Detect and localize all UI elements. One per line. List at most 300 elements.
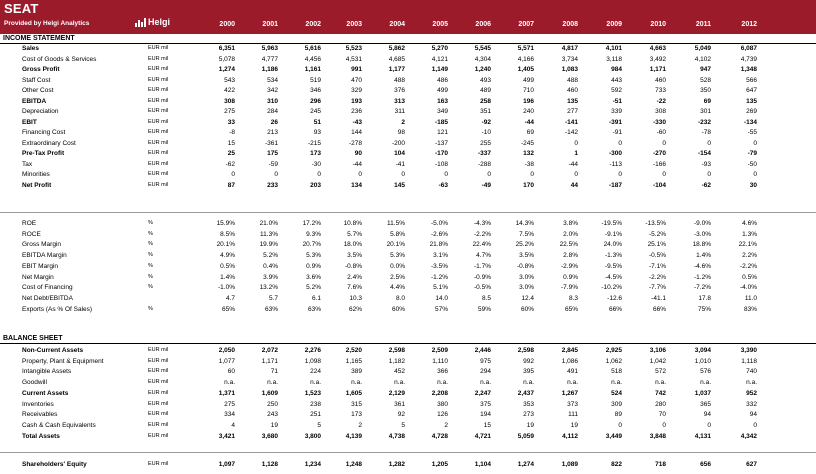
table-cell: 25 [227,150,235,157]
table-cell: 518 [611,368,622,376]
table-cell: -93 [701,160,711,168]
table-cell: 3,118 [606,55,622,63]
table-cell: 1,523 [304,389,321,397]
table-cell: -0.9% [474,273,491,281]
table-row [0,295,816,305]
table-cell: 224 [310,368,321,376]
row-label: Pre-Tax Profit [22,150,65,157]
table-cell: -55 [747,129,757,136]
table-cell: 3.0% [519,273,534,281]
row-label: ROCE [22,230,41,238]
table-cell: 145 [394,181,405,189]
table-cell: -1.3% [605,252,622,260]
table-cell: 4,721 [474,432,491,440]
row-unit: % [148,273,153,280]
table-cell: -288 [477,160,491,168]
table-cell: 2,520 [345,347,362,354]
table-cell: -337 [477,150,491,157]
row-unit: EUR mil [148,421,169,428]
table-cell: 1,086 [561,357,578,365]
table-cell: 126 [437,411,448,419]
table-cell: 313 [394,97,405,105]
table-cell: 83% [743,305,757,313]
table-cell: -2.2% [649,273,666,281]
table-cell: 22.4% [472,241,491,249]
table-cell: 5,049 [694,45,711,52]
table-cell: 11.0 [744,294,757,302]
row-label: Intangible Assets [22,368,72,376]
table-cell: 5.8% [390,230,405,238]
table-cell: 4,304 [474,55,491,63]
table-cell: 294 [480,368,491,376]
table-cell: 1,097 [218,461,235,468]
table-cell: 0 [618,139,622,147]
table-cell: 1,171 [261,357,278,365]
table-cell: -3.5% [431,262,448,270]
table-cell: -44 [524,118,534,126]
row-unit: EUR mil [148,171,169,177]
table-cell: 5,270 [431,45,448,52]
table-cell: 0.0% [390,262,405,270]
table-cell: 94 [703,411,711,419]
table-cell: 311 [394,108,405,115]
table-cell: 60 [227,368,235,376]
table-row [0,401,816,411]
table-cell: 44 [570,181,578,189]
table-cell: 1,282 [388,461,405,468]
row-unit: EUR mil [148,368,169,375]
table-cell: 4,531 [345,55,362,63]
table-cell: -170 [434,150,448,157]
table-cell: 952 [746,389,757,397]
table-cell: 1,010 [694,357,711,365]
table-cell: 5 [317,421,321,429]
table-cell: -4.6% [694,262,711,270]
table-cell: 376 [394,87,405,94]
table-cell: -166 [652,160,666,168]
row-label: Gross Profit [22,66,60,73]
table-cell: 144 [351,129,362,136]
table-cell: 0 [753,139,757,147]
row-label: ROE [22,220,37,227]
row-unit: EUR mil [148,389,169,396]
table-cell: 1,248 [345,461,362,468]
row-unit: EUR mil [148,129,169,135]
table-cell: 17.8 [698,294,711,302]
year-column-header: 2011 [695,21,711,28]
table-cell: 63% [307,305,321,313]
table-row [0,108,816,118]
row-label: Sales [22,45,39,52]
row-label: Financing Cost [22,129,66,136]
table-cell: 389 [351,368,362,376]
table-cell: n.a. [523,379,534,387]
table-cell: 1 [574,150,578,157]
row-unit: % [148,284,153,291]
table-cell: 353 [523,400,534,408]
row-label: Shareholders' Equity [22,461,87,468]
table-cell: 245 [310,108,321,115]
row-label: Net Margin [22,273,54,281]
table-cell: -4.0% [740,284,757,292]
table-cell: -7.1% [649,262,666,270]
table-cell: 24.0% [603,241,622,249]
table-cell: 8.0 [395,294,405,302]
table-cell: 4,456 [304,55,321,63]
row-label: EBIT [22,118,37,126]
table-cell: -78 [701,129,711,136]
table-cell: 0.5% [742,273,757,281]
table-cell: -79 [747,150,757,157]
table-cell: 132 [523,150,534,157]
table-cell: 22.5% [559,241,578,249]
table-cell: 740 [746,368,757,376]
table-cell: 3.8% [563,220,578,227]
table-cell: 5,862 [388,45,405,52]
table-cell: 1,171 [649,66,666,73]
table-cell: 121 [437,129,448,136]
table-cell: -300 [608,150,622,157]
table-cell: 7.6% [347,284,362,292]
table-cell: 3,106 [649,347,666,354]
row-label: Cost of Financing [22,284,73,292]
table-cell: 269 [746,108,757,115]
table-cell: 647 [746,87,757,94]
table-cell: 1,240 [474,66,491,73]
table-cell: -0.8% [517,262,534,270]
table-cell: -185 [434,118,448,126]
table-cell: -7.9% [561,284,578,292]
table-cell: 30 [749,181,757,189]
table-cell: 296 [310,97,321,105]
table-cell: 0 [317,171,321,178]
table-cell: -0.5% [474,284,491,292]
row-unit: % [148,262,153,269]
table-cell: -1.2% [694,273,711,281]
row-unit: EUR mil [148,411,169,418]
table-cell: 5 [401,421,405,429]
row-unit: EUR mil [148,139,169,146]
table-cell: 346 [310,87,321,94]
table-cell: 5,078 [218,55,235,63]
table-cell: 4,102 [694,55,711,63]
row-label: EBIT Margin [22,262,59,270]
row-unit: EUR mil [148,108,169,114]
table-cell: 63% [264,305,278,313]
table-cell: 5,571 [517,45,534,52]
table-cell: 301 [700,108,711,115]
table-cell: 60% [391,305,405,313]
table-cell: 4,728 [431,432,448,440]
table-cell: -278 [348,139,362,147]
table-cell: 308 [655,108,666,115]
table-cell: 1,161 [304,66,321,73]
table-cell: 1,205 [431,461,448,468]
table-cell: 656 [700,461,711,468]
table-cell: 742 [655,389,666,397]
table-cell: -1.7% [474,262,491,270]
table-cell: 0 [574,171,578,178]
table-cell: 493 [480,76,491,84]
table-cell: 255 [480,139,491,147]
table-cell: 13.2% [259,284,278,292]
table-cell: 66% [652,305,666,313]
table-cell: 20.7% [302,241,321,249]
row-label: Net Profit [22,181,52,189]
table-cell: -2.2% [740,262,757,270]
table-cell: 1,274 [218,66,235,73]
table-cell: -232 [697,118,711,126]
table-cell: 0 [574,139,578,147]
table-cell: 258 [480,97,491,105]
table-row [0,347,816,357]
table-cell: -0.5% [649,252,666,260]
table-cell: -7.7% [649,284,666,292]
table-cell: 71 [270,368,278,376]
table-cell: -142 [564,129,578,136]
table-cell: n.a. [224,379,235,387]
table-cell: -391 [608,118,622,126]
table-cell: -141 [564,118,578,126]
logo-text: Helgi [148,17,171,27]
table-cell: -62 [225,160,235,168]
table-cell: 163 [437,97,448,105]
table-cell: 3,734 [561,55,578,63]
table-cell: 5.3% [306,252,321,260]
table-cell: 5,616 [304,45,321,52]
table-cell: -245 [520,139,534,147]
row-unit: EUR mil [148,118,169,125]
table-cell: 5.7 [268,294,278,302]
table-cell: 233 [267,181,278,189]
table-cell: 4.9% [220,252,235,260]
table-cell: 2,437 [517,389,534,397]
table-cell: 14.3% [515,220,534,227]
table-cell: -7.2% [694,284,711,292]
table-cell: -361 [264,139,278,147]
row-label: Exports (As % Of Sales) [22,305,93,313]
table-cell: -44 [568,160,578,168]
table-cell: 2,247 [474,389,491,397]
year-column-header: 2012 [741,21,757,28]
table-cell: 3,421 [218,432,235,440]
section-title: BALANCE SHEET [3,335,63,342]
table-cell: 20.1% [216,241,235,249]
table-cell: 0.4% [263,262,278,270]
table-cell: 15 [483,421,491,429]
table-cell: 733 [655,87,666,94]
table-cell: 2,925 [605,347,622,354]
table-row [0,66,816,76]
row-unit: EUR mil [148,379,169,386]
table-cell: 334 [224,411,235,419]
table-cell: -9.0% [694,220,711,227]
table-cell: 5.2% [306,284,321,292]
table-cell: 373 [567,400,578,408]
table-cell: -2.6% [431,230,448,238]
table-cell: -113 [609,160,622,168]
table-cell: 243 [267,411,278,419]
table-row [0,368,816,378]
table-cell: 19 [270,421,278,429]
table-row [0,182,816,192]
divider [0,343,816,344]
row-label: Extraordinary Cost [22,139,76,147]
report-header [0,0,816,34]
row-label: Net Debt/EBITDA [22,294,73,302]
table-cell: 1,605 [345,389,362,397]
table-cell: 0 [707,421,711,429]
table-cell: 65% [564,305,578,313]
table-cell: 528 [700,76,711,84]
table-cell: -10.2% [601,284,622,292]
table-cell: 2,208 [431,389,448,397]
row-unit: % [148,220,153,226]
table-cell: 92 [397,411,405,419]
table-cell: 0 [618,421,622,429]
table-row [0,358,816,368]
table-cell: 22.1% [738,241,757,249]
table-cell: 1,077 [218,357,235,365]
table-row [0,306,816,316]
table-row [0,119,816,129]
table-cell: 275 [224,108,235,115]
table-cell: 213 [267,129,278,136]
table-cell: -41 [395,160,405,168]
table-cell: 60% [520,305,534,313]
table-cell: 15 [227,139,235,147]
table-cell: 15.9% [216,220,235,227]
table-cell: -44 [352,160,362,168]
table-cell: 710 [523,87,534,94]
table-cell: -8 [229,129,235,136]
table-cell: 4,139 [345,432,362,440]
table-cell: 566 [746,76,757,84]
table-row [0,263,816,273]
table-row [0,45,816,55]
table-cell: 4,166 [517,55,534,63]
table-cell: 486 [437,76,448,84]
table-cell: 422 [224,87,235,94]
table-cell: 21.8% [429,241,448,249]
table-cell: -134 [743,118,757,126]
table-cell: -187 [608,181,622,189]
table-cell: 2.8% [563,252,578,260]
table-cell: 0 [530,171,534,178]
table-cell: 111 [568,411,578,419]
row-label: Goodwill [22,379,47,387]
table-cell: -62 [701,181,711,189]
table-cell: 1,062 [605,357,622,365]
table-cell: -49 [481,181,491,189]
table-cell: 1,083 [561,66,578,73]
table-cell: 491 [567,368,578,376]
table-cell: 2.4% [347,273,362,281]
table-cell: n.a. [437,379,448,387]
table-row [0,140,816,150]
table-cell: 4,777 [261,55,278,63]
row-unit: EUR mil [148,55,169,62]
row-label: Cash & Cash Equivalents [22,421,96,429]
table-cell: -200 [391,139,405,147]
table-cell: n.a. [267,379,278,387]
table-cell: 10.3 [349,294,362,302]
row-label: Inventories [22,400,54,408]
table-cell: 315 [351,400,362,408]
row-unit: EUR mil [148,432,169,439]
table-cell: 572 [655,368,666,376]
row-label: Gross Margin [22,241,62,249]
table-cell: 592 [611,87,622,94]
table-cell: 18.0% [343,241,362,249]
table-cell: 3.9% [263,273,278,281]
table-cell: -5.0% [431,220,448,227]
table-cell: 991 [351,66,362,73]
table-cell: 9.3% [306,230,321,238]
table-cell: 51 [313,118,321,126]
table-row [0,379,816,389]
table-cell: -50 [747,160,757,168]
year-column-header: 2010 [650,21,666,28]
table-cell: 12.4 [521,294,534,302]
table-cell: -104 [652,181,666,189]
table-cell: 11.3% [260,230,278,238]
table-cell: 0.5% [220,262,235,270]
row-unit: EUR mil [148,181,169,188]
table-cell: 489 [480,87,491,94]
row-label: Receivables [22,411,58,419]
row-unit: EUR mil [148,87,169,93]
table-cell: 2 [444,421,448,429]
table-cell: 332 [746,400,757,408]
table-cell: 5.1% [433,284,448,292]
table-cell: 104 [394,150,405,157]
table-cell: 173 [351,411,362,419]
table-cell: 275 [224,400,235,408]
table-cell: 135 [746,97,757,105]
table-cell: -22 [656,97,666,105]
table-cell: 0 [662,139,666,147]
table-cell: 1,182 [388,357,405,365]
table-cell: 98 [397,129,405,136]
table-row [0,411,816,421]
table-cell: 250 [267,400,278,408]
table-cell: 175 [267,150,278,157]
table-cell: 452 [394,368,405,376]
row-label: Depreciation [22,108,59,115]
table-row [0,220,816,230]
table-cell: 1,110 [432,357,448,365]
table-cell: 25.2% [515,241,534,249]
table-cell: 90 [354,150,362,157]
table-cell: 2,598 [388,347,405,354]
year-column-header: 2006 [475,21,491,28]
table-row [0,390,816,400]
row-unit: EUR mil [148,150,169,156]
year-column-header: 2008 [562,21,578,28]
table-cell: 992 [523,357,534,365]
table-cell: 1,177 [388,66,405,73]
table-cell: 576 [700,368,711,376]
table-cell: 251 [310,411,321,419]
table-cell: 134 [351,181,362,189]
table-cell: 2 [358,421,362,429]
row-unit: EUR mil [148,45,169,51]
table-cell: 395 [523,368,534,376]
table-cell: -3.0% [694,230,711,238]
table-cell: 375 [480,400,491,408]
row-unit: % [148,241,153,248]
